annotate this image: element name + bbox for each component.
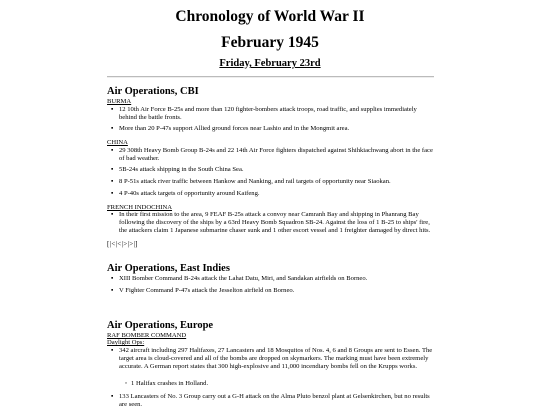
bullet-icon: ▪ — [111, 178, 114, 185]
bullet-icon: ▪ — [111, 147, 114, 154]
bullet-icon: ▪ — [111, 393, 114, 400]
bullet-icon: ▪ — [111, 106, 114, 113]
subheading-raf-bomber-command: RAF BOMBER COMMAND — [107, 332, 187, 339]
page-date: Friday, February 23rd — [219, 58, 321, 69]
section-title-europe: Air Operations, Europe — [107, 320, 214, 331]
next-link[interactable]: > — [123, 240, 128, 248]
section-title-east-indies: Air Operations, East Indies — [107, 263, 230, 274]
section-nav: [|<|<|>|>|] — [107, 240, 138, 248]
page-month: February 1945 — [221, 34, 319, 51]
section-title-cbi: Air Operations, CBI — [107, 86, 199, 97]
bullet-icon: ▪ — [111, 287, 114, 294]
bullet-icon: ▪ — [111, 211, 114, 218]
first-link[interactable]: |< — [109, 240, 116, 248]
prev-link[interactable]: < — [117, 240, 122, 248]
subheading-burma: BURMA — [107, 98, 132, 105]
bullet-icon: ▪ — [111, 190, 114, 197]
subheading-china: CHINA — [107, 139, 128, 146]
bullet-icon: ▪ — [111, 347, 114, 354]
bullet-icon: ▪ — [111, 166, 114, 173]
subheading-daylight-ops: Daylight Ops: — [107, 339, 145, 346]
bullet-icon: ▪ — [111, 275, 114, 282]
circle-bullet-icon: ◦ — [125, 380, 128, 387]
last-link[interactable]: >| — [129, 240, 136, 248]
bullet-icon: ▪ — [111, 125, 114, 132]
divider — [107, 76, 434, 78]
page-title: Chronology of World War II — [175, 8, 365, 25]
subheading-french-indochina: FRENCH INDOCHINA — [107, 204, 173, 211]
